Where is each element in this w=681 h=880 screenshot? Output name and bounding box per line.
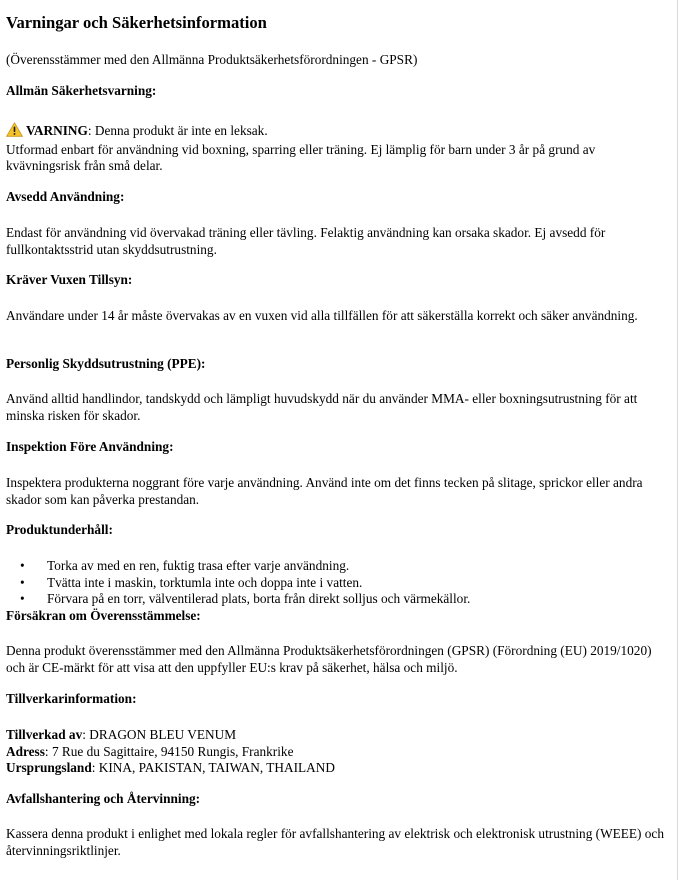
manufacturer-heading: Tillverkarinformation: bbox=[6, 691, 137, 706]
list-item-text: Tvätta inte i maskin, torktumla inte och doppa inte i vatten. bbox=[47, 574, 363, 590]
general-warning-body: Utformad enbart för användning vid boxning, sparring eller träning. Ej lämplig för barn under 3 år på grund av kvävningsrisk från små delar. bbox=[6, 141, 596, 173]
inspection-body: Inspektera produkterna noggrant före varje användning. Använd inte om det finns tecken på slitage, sprickor eller andra skador som kan påverka prestandan. bbox=[6, 475, 643, 507]
waste-heading: Avfallshantering och Återvinning: bbox=[6, 791, 201, 806]
general-warning-heading: Allmän Säkerhetsvarning: bbox=[6, 83, 157, 98]
inspection-heading: Inspektion Före Användning: bbox=[6, 439, 174, 454]
list-item-text: Torka av med en ren, fuktig trasa efter varje användning. bbox=[47, 558, 350, 573]
conformity-heading: Försäkran om Överensstämmelse: bbox=[6, 608, 201, 623]
intended-use-heading: Avsedd Användning: bbox=[6, 189, 125, 204]
warning-triangle-icon bbox=[6, 122, 23, 142]
address-line bbox=[6, 744, 670, 761]
warning-text: : Denna produkt är inte en leksak. bbox=[87, 123, 268, 138]
supervision-body: Användare under 14 år måste övervakas av en vuxen vid alla tillfällen för att säkerställa korrekt och säker användning. bbox=[6, 308, 638, 323]
made-by-value: : DRAGON BLEU VENUM bbox=[82, 727, 237, 742]
warning-label: VARNING bbox=[26, 123, 88, 138]
page-title: Varningar och Säkerhetsinformation bbox=[6, 13, 267, 32]
origin-value: : KINA, PAKISTAN, TAIWAN, THAILAND bbox=[91, 760, 335, 775]
maintenance-heading: Produktunderhåll: bbox=[6, 522, 113, 537]
bullet-icon: • bbox=[20, 558, 25, 573]
intro-text: (Överensstämmer med den Allmänna Produktsäkerhetsförordningen - GPSR) bbox=[6, 52, 418, 67]
manufacturer-line bbox=[6, 727, 670, 744]
page-edge-divider bbox=[677, 0, 678, 880]
conformity-body: Denna produkt överensstämmer med den Allmänna Produktsäkerhetsförordningen (GPSR) (Förordning (EU) 2019/1020) och är CE-märkt för att visa att den uppfyller EU:s krav på säkerhet, hälsa och miljö. bbox=[6, 643, 652, 675]
address-label: Adress bbox=[6, 743, 45, 759]
list-item bbox=[6, 591, 670, 608]
address-value: : 7 Rue du Sagittaire, 94150 Rungis, Frankrike bbox=[44, 743, 294, 759]
waste-body: Kassera denna produkt i enlighet med lokala regler för avfallshantering av elektrisk och elektronisk utrustning (WEEE) och återvinningsriktlinjer. bbox=[6, 826, 664, 858]
origin-line bbox=[6, 760, 670, 777]
origin-label: Ursprungsland bbox=[6, 760, 92, 775]
maintenance-list bbox=[6, 558, 670, 608]
list-item bbox=[6, 558, 670, 575]
list-item bbox=[6, 575, 670, 592]
made-by-label: Tillverkad av bbox=[6, 727, 83, 742]
supervision-heading: Kräver Vuxen Tillsyn: bbox=[6, 272, 133, 287]
bullet-icon: • bbox=[20, 591, 25, 606]
ppe-body: Använd alltid handlindor, tandskydd och lämpligt huvudskydd när du använder MMA- eller boxningsutrustning för att minska risken för skador. bbox=[6, 391, 638, 423]
list-item-text: Förvara på en torr, välventilerad plats, borta från direkt solljus och värmekällor. bbox=[47, 591, 471, 606]
intended-use-body: Endast för användning vid övervakad träning eller tävling. Felaktig användning kan orsaka skador. Ej avsedd för fullkontaktsstrid utan skyddsutrustning. bbox=[6, 225, 606, 257]
ppe-heading: Personlig Skyddsutrustning (PPE): bbox=[6, 356, 206, 371]
general-warning-section bbox=[6, 122, 670, 175]
warning-line bbox=[6, 122, 670, 142]
bullet-icon: • bbox=[20, 574, 25, 590]
manufacturer-info bbox=[6, 727, 670, 777]
